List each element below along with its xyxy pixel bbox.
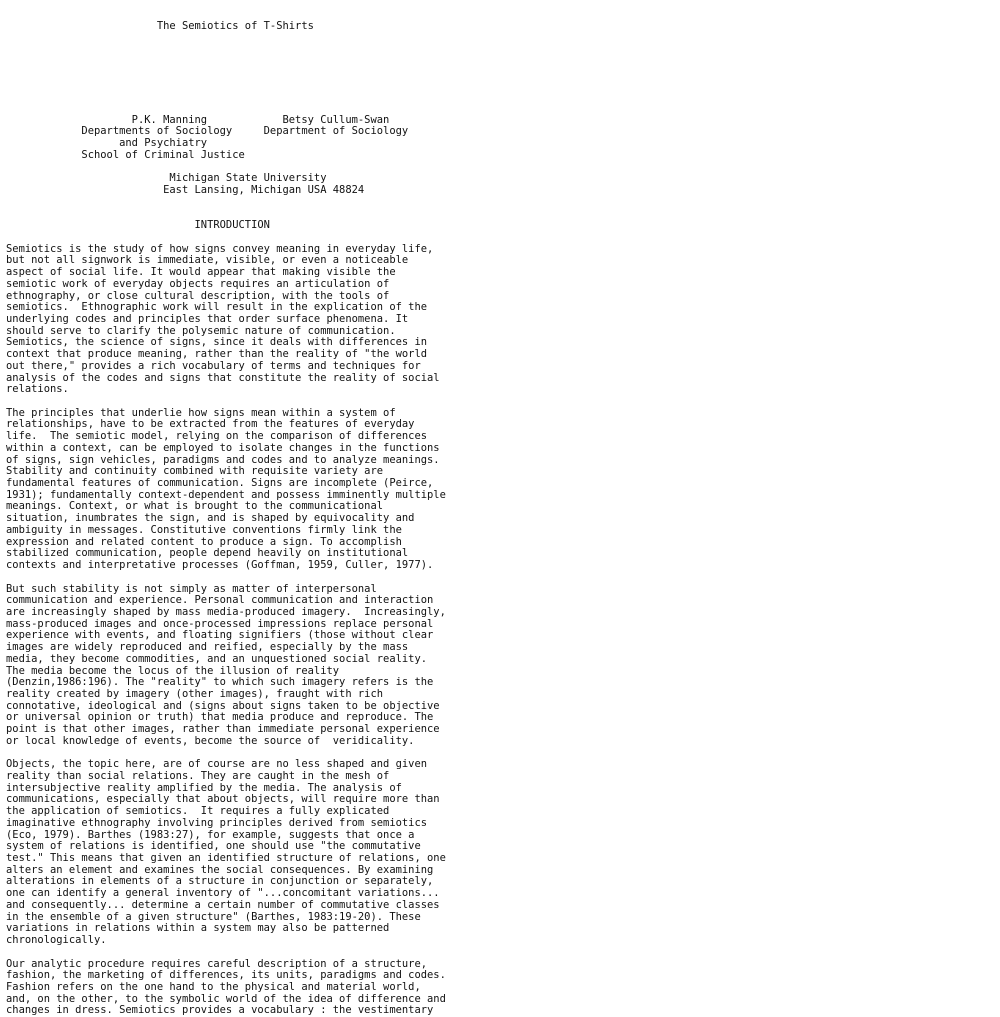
text-line: The principles that underlie how signs mean within a system of (6, 406, 396, 419)
text-line: Semiotics, the science of signs, since it deals with differences in (6, 336, 428, 349)
text-line: contexts and interpretative processes (Goffman, 1959, Culler, 1977). (6, 559, 434, 572)
text-line: reality created by imagery (other images), fraught with rich (6, 687, 384, 700)
text-line: The Semiotics of T-Shirts (6, 20, 314, 32)
text-line: Fashion refers on the one hand to the physical and material world, (6, 980, 421, 993)
text-line: imaginative ethnography involving principles derived from semiotics (6, 816, 428, 829)
blank-line (6, 33, 446, 45)
text-line: Michigan State University (6, 172, 327, 185)
text-line: situation, inumbrates the sign, and is shaped by equivocality and (6, 512, 415, 525)
text-line: (Eco, 1979). Barthes (1983:27), for example, suggests that once a (6, 828, 415, 841)
text-line: Objects, the topic here, are of course are no less shaped and given (6, 758, 428, 771)
text-line: images are widely reproduced and reified, especially by the mass (6, 641, 409, 654)
text-line: The media become the locus of the illusion of reality (6, 664, 340, 677)
text-line: within a context, can be employed to isolate changes in the functions (6, 441, 440, 454)
text-line: context that produce meaning, rather than the reality of "the world (6, 348, 428, 361)
text-line: School of Criminal Justice (6, 148, 245, 161)
blank-line (6, 572, 446, 584)
text-line: intersubjective reality amplified by the media. The analysis of (6, 781, 402, 794)
blank-line (6, 232, 446, 244)
blank-line (6, 103, 446, 115)
text-line: P.K. Manning Betsy Cullum-Swan (6, 113, 390, 126)
blank-line (6, 91, 446, 103)
text-line: Semiotics is the study of how signs convey meaning in everyday life, (6, 242, 434, 255)
document-page (6, 21, 446, 1017)
text-line: fundamental features of communication. Signs are incomplete (Peirce, (6, 477, 434, 490)
text-line: one can identify a general inventory of "...concomitant variations... (6, 887, 440, 900)
blank-line (6, 396, 446, 408)
text-line: meanings. Context, or what is brought to the communicational (6, 500, 384, 513)
blank-line (6, 56, 446, 68)
blank-line (6, 44, 446, 56)
text-line: the application of semiotics. It requires a fully explicated (6, 805, 390, 818)
blank-line (6, 68, 446, 80)
text-line: and, on the other, to the symbolic world of the idea of difference and (6, 992, 446, 1005)
blank-line (6, 197, 446, 209)
text-line: aspect of social life. It would appear that making visible the (6, 266, 396, 279)
text-line: or universal opinion or truth) that media produce and reproduce. The (6, 711, 434, 724)
text-line: 1931); fundamentally context-dependent and possess imminently multiple (6, 488, 446, 501)
text-line: experience with events, and floating signifiers (those without clear (6, 629, 434, 642)
text-line: variations in relations within a system may also be patterned (6, 922, 390, 935)
text-line: in the ensemble of a given structure" (Barthes, 1983:19-20). These (6, 910, 421, 923)
text-line: Stability and continuity combined with requisite variety are (6, 465, 384, 478)
text-line: life. The semiotic model, relying on the comparison of differences (6, 430, 428, 443)
text-line: relationships, have to be extracted from the features of everyday (6, 418, 415, 431)
text-line: and Psychiatry (6, 137, 208, 150)
blank-line (6, 947, 446, 959)
text-line: of signs, sign vehicles, paradigms and codes and to analyze meanings. (6, 453, 440, 466)
text-line: out there," provides a rich vocabulary of terms and techniques for (6, 359, 421, 372)
text-line: expression and related content to produce a sign. To accomplish (6, 535, 402, 548)
text-line: ambiguity in messages. Constitutive conventions firmly link the (6, 523, 402, 536)
text-line: semiotic work of everyday objects requires an articulation of (6, 277, 390, 290)
text-line: are increasingly shaped by mass media-produced imagery. Increasingly, (6, 605, 446, 618)
text-line: should serve to clarify the polysemic nature of communication. (6, 324, 396, 337)
text-line: But such stability is not simply as matter of interpersonal (6, 582, 377, 595)
text-line: mass-produced images and once-processed impressions replace personal (6, 617, 434, 630)
text-line: alters an element and examines the social consequences. By examining (6, 863, 434, 876)
text-line: system of relations is identified, one should use "the commutative (6, 840, 421, 853)
text-line: point is that other images, rather than immediate personal experience (6, 723, 440, 736)
text-line: but not all signwork is immediate, visible, or even a noticeable (6, 254, 409, 267)
blank-line (6, 80, 446, 92)
text-line: fashion, the marketing of differences, its units, paradigms and codes. (6, 969, 446, 982)
text-line: INTRODUCTION (6, 219, 270, 232)
text-line: media, they become commodities, and an unquestioned social reality. (6, 652, 428, 665)
text-line: connotative, ideological and (signs about signs taken to be objective (6, 699, 440, 712)
text-line: stabilized communication, people depend heavily on institutional (6, 547, 409, 560)
text-line: or local knowledge of events, become the source of veridicality. (6, 734, 415, 747)
text-line: semiotics. Ethnographic work will result in the explication of the (6, 301, 428, 314)
text-line: analysis of the codes and signs that constitute the reality of social (6, 371, 440, 384)
text-line: test." This means that given an identified structure of relations, one (6, 852, 446, 865)
text-line: relations. (6, 383, 69, 396)
text-line: reality than social relations. They are caught in the mesh of (6, 770, 390, 782)
text-line: and consequently... determine a certain number of commutative classes (6, 898, 440, 911)
text-line: chronologically. (6, 934, 107, 947)
text-line: East Lansing, Michigan USA 48824 (6, 184, 365, 197)
text-line: underlying codes and principles that order surface phenomena. It (6, 312, 409, 325)
text-line: communications, especially that about objects, will require more than (6, 793, 440, 806)
text-line: Our analytic procedure requires careful description of a structure, (6, 957, 428, 970)
text-line: ethnography, or close cultural description, with the tools of (6, 289, 390, 302)
text-line: (Denzin,1986:196). The "reality" to which such imagery refers is the (6, 676, 434, 689)
text-line: changes in dress. Semiotics provides a vocabulary : the vestimentary (6, 1004, 434, 1017)
text-line: alterations in elements of a structure in conjunction or separately, (6, 875, 434, 888)
text-line: Departments of Sociology Department of Sociology (6, 125, 409, 138)
text-line: communication and experience. Personal communication and interaction (6, 594, 434, 607)
